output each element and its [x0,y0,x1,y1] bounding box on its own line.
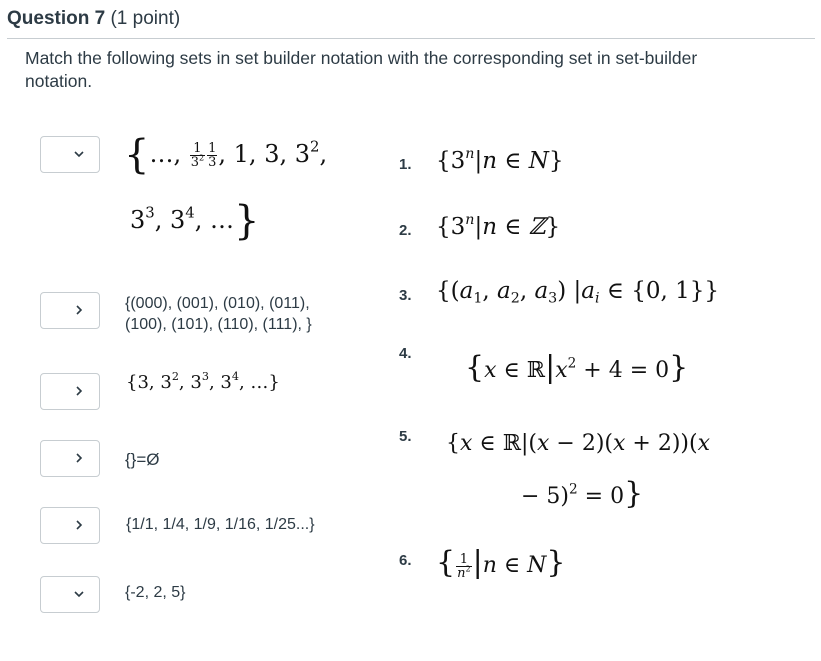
left-item-2 [125,293,312,335]
match-select-6[interactable] [40,576,100,613]
question-title [7,8,180,30]
chevron-right-icon [73,384,85,398]
right-item-3-number: 3. [399,287,412,304]
right-item-2-number: 2. [399,222,412,239]
question-instructions: Match the following sets in set builder notation with the corresponding set in set-builder notation. [25,48,698,91]
left-item-2-line1: {(000), (001), (010), (011), [125,295,310,312]
right-item-1-number: 1. [399,156,412,173]
right-item-6-number: 6. [399,552,412,569]
left-item-3: {3, $3^2$, $3^3$, $3^4$, …} [126,370,280,393]
question-number: Question 7 [7,8,106,29]
left-item-1: {…, $\frac{1}{3^2}$ $\frac{1}{3}$ , 1, 3, $3^2$, [124,132,328,178]
match-select-1[interactable] [40,136,100,173]
header-divider [7,38,815,39]
question-points: (1 point) [110,8,181,29]
match-select-5[interactable] [40,507,100,544]
chevron-down-icon [73,587,85,601]
right-item-1: {3$^n$|n ∈ N} [436,146,564,174]
right-item-5: {x ∈ ℝ|(x − 2)(x + 2))(x [446,431,711,456]
match-select-3[interactable] [40,373,100,410]
right-item-4-number: 4. [399,345,412,362]
right-item-6: { $\frac{1}{n^2}$ |n ∈ N} [436,545,566,581]
chevron-right-icon [73,518,85,532]
left-item-5: {1/1, 1/4, 1/9, 1/16, 1/25...} [126,516,315,533]
right-item-3: {($a_1$, $a_2$, $a_3$) $|a_i$ ∈ {0, 1}} [436,278,720,307]
right-item-2: {3$^n$|n ∈ ℤ} [436,212,561,240]
left-item-1-cont: $3^3$, $3^4$, …} [130,198,260,244]
left-item-6: {-2, 2, 5} [125,584,186,601]
chevron-right-icon [73,451,85,465]
right-item-5-number: 5. [399,428,412,445]
left-item-4: {}=Ø [125,450,160,469]
left-item-2-line2: (100), (101), (110), (111), } [125,316,312,333]
right-item-5-cont: − 5)$^2$ = 0} [521,476,644,511]
match-select-4[interactable] [40,440,100,477]
right-item-4: {x ∈ $ℝ|x^2 + 4 = 0$} [465,350,689,385]
match-select-2[interactable] [40,292,100,329]
chevron-right-icon [73,303,85,317]
chevron-down-icon [73,147,85,161]
